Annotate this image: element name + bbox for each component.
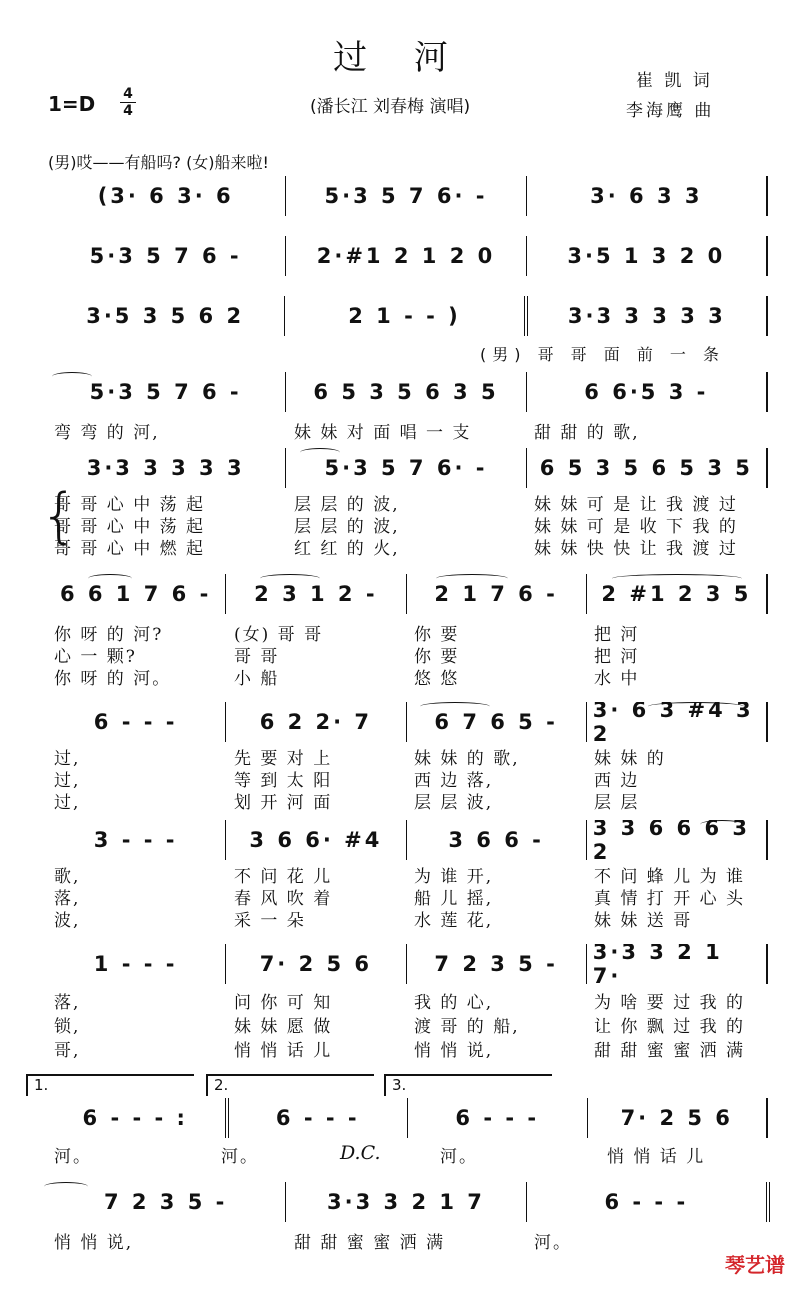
lyric-line — [46, 1036, 766, 1060]
lyric-segment: 等 到 太 阳 — [234, 771, 333, 790]
lyricist-credit: 崔 凯 词 — [636, 71, 713, 91]
lyric-segment: 落, — [54, 993, 81, 1012]
measure: 7 2 3 5 - — [406, 944, 586, 984]
measure: 2 1 - - ) — [284, 296, 523, 336]
lyric-line — [46, 744, 766, 768]
lyric-segment: 河。 — [221, 1147, 259, 1166]
lyric-segment: 妹 妹 的 歌, — [414, 749, 520, 768]
lyric-segment: 弯 弯 的 河, — [54, 423, 160, 442]
measure: 3·3 3 2 1 7· — [586, 944, 766, 984]
lyric-segment: 哥 哥 心 中 荡 起 — [54, 517, 206, 536]
singers: (潘长江 刘春梅 演唱) — [310, 97, 471, 117]
staff-row — [46, 1098, 768, 1138]
watermark-logo: 琴艺谱 — [725, 1253, 785, 1277]
lyric-line — [46, 620, 766, 644]
staff-row — [46, 1182, 770, 1222]
lyric-segment: 船 儿 摇, — [414, 889, 494, 908]
measure: 6 - - - : — [82, 1106, 188, 1130]
lyric-line — [46, 512, 766, 536]
measure: 3· 6 3 #4 3 2 — [586, 702, 766, 742]
lyric-segment: 悠 悠 — [414, 669, 460, 688]
verse-brace: { — [40, 481, 79, 551]
measure: 6 5 3 5 6 5 3 5 — [526, 448, 766, 488]
lyric-line — [46, 534, 766, 558]
lyric-segment: 悄 悄 说, — [414, 1041, 494, 1060]
lyric-segment: 水 中 — [594, 669, 640, 688]
lyric-segment: 西 边 落, — [414, 771, 494, 790]
time-sig-bottom: 4 — [123, 103, 133, 119]
staff-row — [46, 448, 768, 488]
measure: 6 - - - — [93, 710, 178, 734]
lyric-line — [46, 862, 766, 886]
lyric-segment: 不 问 蜂 儿 为 谁 — [594, 867, 746, 886]
lyric-segment: 采 一 朵 — [234, 911, 306, 930]
lyric-segment: 甜 甜 蜜 蜜 洒 满 — [294, 1233, 446, 1252]
lyric-segment: 哥 哥 心 中 荡 起 — [54, 495, 206, 514]
lyric-segment: 落, — [54, 889, 81, 908]
lyric-segment: 河。 — [440, 1147, 478, 1166]
ending-1-bracket: 1. — [26, 1074, 194, 1096]
lyric-segment: 为 啥 要 过 我 的 — [594, 993, 746, 1012]
lyric-line — [46, 1012, 766, 1036]
measure: 6 - - - — [526, 1182, 766, 1222]
lyric-segment: 哥, — [54, 1041, 81, 1060]
slur-mark — [612, 574, 742, 583]
staff-row — [46, 176, 768, 216]
measure: 2 #1 2 3 5 — [586, 574, 766, 614]
measure: 3·3 3 3 3 3 — [524, 296, 766, 336]
slur-mark — [300, 448, 340, 457]
lyric-segment: 哥 哥 心 中 燃 起 — [54, 539, 206, 558]
key-signature: 1=D — [48, 92, 96, 116]
measure: 2 1 7 6 - — [406, 574, 586, 614]
slur-mark — [260, 574, 320, 583]
lyric-line — [46, 642, 766, 666]
lyric-segment: 层 层 的 波, — [294, 495, 400, 514]
lyric-segment: 你 要 — [414, 625, 460, 644]
staff-row — [46, 944, 768, 984]
lyric-segment: 红 红 的 火, — [294, 539, 400, 558]
lyric-segment: 河。 — [534, 1233, 572, 1252]
measure: 6 6 1 7 6 - — [59, 582, 212, 606]
lyric-line — [46, 906, 766, 930]
lyric-segment: 把 河 — [594, 625, 640, 644]
measure: 5·3 5 7 6· - — [285, 448, 525, 488]
slur-mark — [420, 702, 490, 711]
lyric-segment: 渡 哥 的 船, — [414, 1017, 520, 1036]
voice-male-label: (男) 哥 哥 面 前 一 条 — [480, 345, 726, 364]
lyric-segment: 妹 妹 愿 做 — [234, 1017, 333, 1036]
lyric-segment: 河。 — [54, 1147, 92, 1166]
staff-row — [46, 296, 768, 336]
composer-credit: 李海鹰 曲 — [626, 101, 715, 121]
slur-mark — [436, 574, 508, 583]
lyric-segment: 甜 甜 的 歌, — [534, 423, 640, 442]
lyric-segment: 西 边 — [594, 771, 640, 790]
lyric-segment: 过, — [54, 771, 81, 790]
slur-mark — [44, 1182, 88, 1191]
lyric-segment: 让 你 飘 过 我 的 — [594, 1017, 746, 1036]
slur-mark — [700, 820, 744, 829]
lyric-line — [46, 1142, 766, 1166]
lyric-segment: 层 层 的 波, — [294, 517, 400, 536]
lyric-segment: 妹 妹 可 是 让 我 渡 过 — [534, 495, 738, 514]
lyric-segment: 层 层 — [594, 793, 640, 812]
measure: 7· 2 5 6 — [587, 1098, 767, 1138]
lyric-line — [46, 1228, 766, 1252]
slur-mark — [648, 702, 744, 711]
measure: 2 3 1 2 - — [225, 574, 405, 614]
measure: 6 6·5 3 - — [526, 372, 766, 412]
measure: 3·5 3 5 6 2 — [86, 304, 245, 328]
measure: (3· 6 3· 6 — [97, 184, 234, 208]
lyric-segment: 妹 妹 对 面 唱 一 支 — [294, 423, 472, 442]
staff-row — [46, 236, 768, 276]
time-signature — [118, 86, 138, 119]
slur-mark — [52, 372, 92, 381]
lyric-line — [46, 664, 766, 688]
lyric-segment: 过, — [54, 793, 81, 812]
lyric-segment: 先 要 对 上 — [234, 749, 333, 768]
measure: 5·3 5 7 6 - — [89, 244, 242, 268]
lyric-segment: 小 船 — [234, 669, 280, 688]
lyric-line — [46, 788, 766, 812]
time-sig-top: 4 — [123, 86, 133, 102]
measure: 1 - - - — [93, 952, 178, 976]
measure: 3 6 6 - — [406, 820, 586, 860]
lyric-segment: 妹 妹 的 — [594, 749, 666, 768]
lyric-segment: 悄 悄 说, — [54, 1233, 134, 1252]
measure: 7 2 3 5 - — [103, 1190, 228, 1214]
measure: 6 - - - — [407, 1098, 587, 1138]
measure: 3·3 3 3 3 3 — [86, 456, 245, 480]
slur-mark — [88, 574, 132, 583]
lyric-segment: 妹 妹 送 哥 — [594, 911, 693, 930]
lyric-segment: 为 谁 开, — [414, 867, 494, 886]
measure: 3·5 1 3 2 0 — [526, 236, 766, 276]
ending-3-bracket: 3. — [384, 1074, 552, 1096]
lyric-segment: 妹 妹 快 快 让 我 渡 过 — [534, 539, 738, 558]
lyric-line — [46, 490, 766, 514]
lyric-segment: 层 层 波, — [414, 793, 494, 812]
lyric-segment: 波, — [54, 911, 81, 930]
lyric-segment: 你 呀 的 河。 — [54, 669, 172, 688]
measure: 6 7 6 5 - — [406, 702, 586, 742]
measure: 3· 6 3 3 — [526, 176, 766, 216]
lyric-segment: 划 开 河 面 — [234, 793, 333, 812]
measure: 5·3 5 7 6· - — [285, 176, 525, 216]
lyric-line — [46, 766, 766, 790]
lyric-segment: 问 你 可 知 — [234, 993, 333, 1012]
lyric-segment: 我 的 心, — [414, 993, 494, 1012]
measure: 6 2 2· 7 — [225, 702, 405, 742]
lyric-segment: 悄 悄 话 儿 — [234, 1041, 333, 1060]
lyric-segment: 歌, — [54, 867, 81, 886]
lyric-segment: 哥 哥 — [234, 647, 280, 666]
measure: 7· 2 5 6 — [225, 944, 405, 984]
lyric-segment: 把 河 — [594, 647, 640, 666]
lyric-segment: 春 风 吹 着 — [234, 889, 333, 908]
measure: 6 - - - — [225, 1098, 408, 1138]
lyric-line — [46, 418, 766, 442]
lyric-segment: 不 问 花 儿 — [234, 867, 333, 886]
measure: 3 - - - — [93, 828, 178, 852]
lyric-line — [46, 884, 766, 908]
lyric-segment: 妹 妹 可 是 收 下 我 的 — [534, 517, 738, 536]
lyric-segment: 你 呀 的 河? — [54, 625, 164, 644]
lyric-line — [46, 988, 766, 1012]
lyric-segment: 心 一 颗? — [54, 647, 137, 666]
lyric-segment: 过, — [54, 749, 81, 768]
song-title: 过 河 — [333, 38, 466, 78]
staff-row — [46, 820, 768, 860]
staff-row — [46, 372, 768, 412]
measure: 5·3 5 7 6 - — [89, 380, 242, 404]
lyric-segment: 锁, — [54, 1017, 81, 1036]
measure: 3 6 6· #4 — [225, 820, 405, 860]
ending-2-bracket: 2. — [206, 1074, 374, 1096]
lyric-segment: 你 要 — [414, 647, 460, 666]
lyric-segment: 真 情 打 开 心 头 — [594, 889, 746, 908]
measure: 6 5 3 5 6 3 5 — [285, 372, 525, 412]
measure: 3·3 3 2 1 7 — [285, 1182, 525, 1222]
lyric-segment: 悄 悄 话 儿 — [607, 1147, 706, 1166]
lyric-segment: (女) 哥 哥 — [234, 625, 324, 644]
intro-text: (男)哎——有船吗? (女)船来啦! — [48, 153, 269, 172]
measure: 2·#1 2 1 2 0 — [285, 236, 525, 276]
measure: 3 3 6 6 6 3 2 — [586, 820, 766, 860]
lyric-segment: 水 莲 花, — [414, 911, 494, 930]
da-capo-mark: D.C. — [340, 1142, 381, 1164]
lyric-segment: 甜 甜 蜜 蜜 洒 满 — [594, 1041, 746, 1060]
